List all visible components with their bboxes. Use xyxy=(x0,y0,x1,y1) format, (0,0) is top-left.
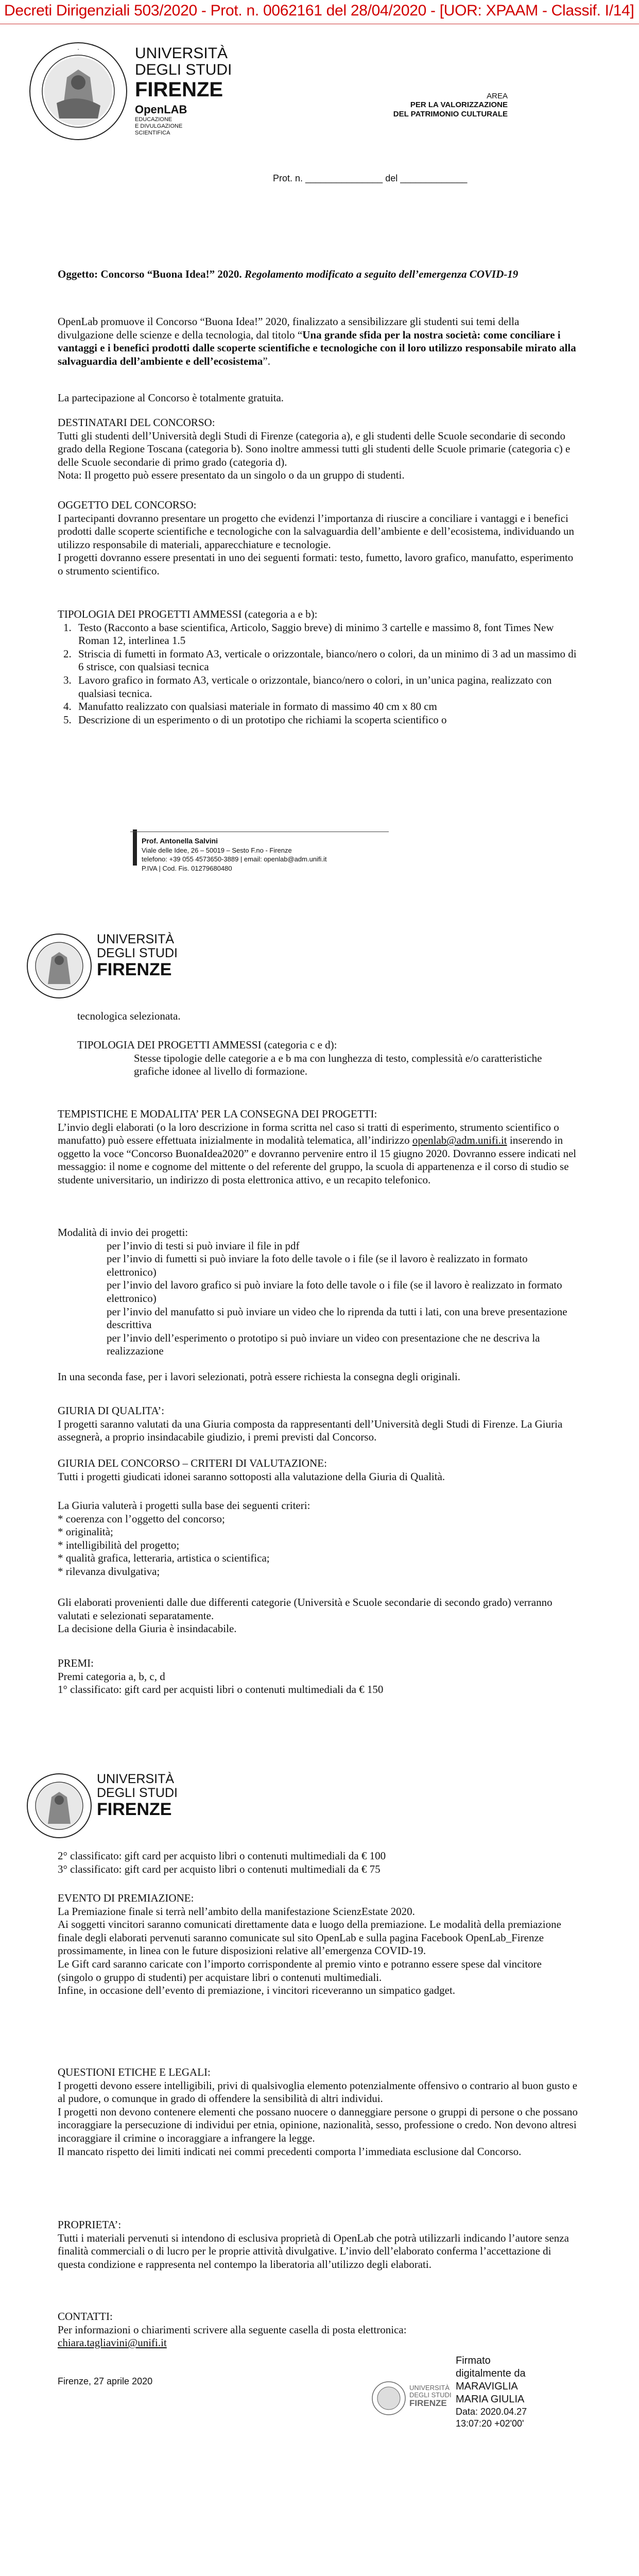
protocol-number-line: Prot. n. _______________ del _____________ xyxy=(273,173,468,183)
ethics-title: QUESTIONI ETICHE E LEGALI: xyxy=(58,2066,211,2078)
university-name-line-1: UNIVERSITÀ xyxy=(135,45,228,62)
openlab-sub-3: SCIENTIFICA xyxy=(135,130,170,137)
signature-university-line-3: FIRENZE xyxy=(409,2398,447,2409)
signature-date: Data: 2020.04.27 xyxy=(456,2406,527,2417)
list-item: * rilevanza divulgativa; xyxy=(58,1565,160,1578)
page-footer xyxy=(130,832,389,873)
list-item: 1. Testo (Racconto a base scientifica, Articolo, Saggio breve) di minimo 3 cartelle e massimo 8, font Times New Roman 12, interlinea 1.5 xyxy=(74,621,578,648)
prize-second: 2° classificato: gift card per acquisto libri o contenuti multimediali da € 100 xyxy=(58,1850,386,1862)
university-name-line-2: DEGLI STUDI xyxy=(97,946,178,960)
university-name-line-3: FIRENZE xyxy=(135,78,223,101)
jury-section xyxy=(58,1404,578,1444)
object-section xyxy=(58,499,578,578)
prizes-categories: Premi categoria a, b, c, d xyxy=(58,1670,165,1683)
footer-vat: P.IVA | Cod. Fis. 01279680480 xyxy=(142,864,232,872)
university-name xyxy=(97,1772,178,1819)
criteria-section xyxy=(58,1457,578,1483)
protocol-stamp xyxy=(0,0,639,24)
list-item: per l’invio del lavoro grafico si può inviare la foto delle tavole o i file (se il lavoro è realizzato in formato elettronico) xyxy=(107,1279,562,1305)
timing-text-a: L’invio degli elaborati (o la loro descrizione in forma scritta nel caso si tratti di esperimento, strumento scientifico o manufatto) può essere effettuata inizialmente in modalità telematica, all’indirizzo xyxy=(58,1121,559,1147)
list-item: * coerenza con l’oggetto del concorso; xyxy=(58,1512,225,1525)
criteria-title: GIURIA DEL CONCORSO – CRITERI DI VALUTAZIONE: xyxy=(58,1457,327,1469)
continued-text: tecnologica selezionata. xyxy=(77,1010,181,1022)
prize-third: 3° classificato: gift card per acquisto libri o contenuti multimediali da € 75 xyxy=(58,1862,381,1875)
subject-label: Oggetto xyxy=(58,268,95,280)
page-3 xyxy=(0,1772,639,2576)
types-ab-title: TIPOLOGIA DEI PROGETTI AMMESSI (categoria a e b): xyxy=(58,608,318,620)
ethics-text-3: Il mancato rispetto dei limiti indicati nei commi precedenti comporta l’immediata esclusione dal Concorso. xyxy=(58,2145,522,2158)
university-name-line-1: UNIVERSITÀ xyxy=(97,1772,175,1786)
decision-text: La decisione della Giuria è insindacabile. xyxy=(58,1622,237,1635)
award-event-title: EVENTO DI PREMIAZIONE: xyxy=(58,1892,194,1904)
subject-italic: Regolamento modificato a seguito dell’emergenza COVID-19 xyxy=(241,268,519,280)
university-seal-icon xyxy=(26,1772,93,1839)
prize-first: 1° classificato: gift card per acquisti libri o contenuti multimediali da € 150 xyxy=(58,1683,384,1696)
university-name-line-2: DEGLI STUDI xyxy=(135,61,232,79)
contacts-text: Per informazioni o chiarimenti scrivere alla seguente casella di posta elettronica: xyxy=(58,2323,407,2336)
recipients-note: Nota: Il progetto può essere presentato da un singolo o da un gruppo di studenti. xyxy=(58,469,405,482)
university-name xyxy=(97,933,178,979)
types-ab-list xyxy=(58,621,578,727)
university-seal-icon xyxy=(28,41,129,142)
send-modes-title: Modalità di invio dei progetti: xyxy=(58,1226,188,1239)
second-phase: In una seconda fase, per i lavori selezionati, potrà essere richiesta la consegna degli originali. xyxy=(58,1370,460,1383)
ownership-text: Tutti i materiali pervenuti si intendono di esclusiva proprietà di OpenLab che potrà utilizzarli indicando l’autore senza finalità commerciali o di lucro per le proprie attività divulgative. L’invio dell’elaborato conferma l’accettazione di questa condizione e rappresenta nel contempo la liberatoria all’utilizzo degli elaborati. xyxy=(58,2231,569,2270)
ownership-section xyxy=(58,2218,578,2271)
award-event-text-4: Infine, in occasione dell’evento di premiazione, i vincitori riceveranno un simpatico gadget. xyxy=(58,1984,456,1997)
page-2 xyxy=(0,917,639,1762)
list-item: 2. Striscia di fumetti in formato A3, verticale o orizzontale, bianco/nero o colori, da un minimo di 3 ad un massimo di 6 strisce, con qualsiasi tecnica xyxy=(74,648,578,674)
footer-name: Prof. Antonella Salvini xyxy=(142,837,218,845)
page-1 xyxy=(0,0,639,896)
subject xyxy=(58,268,578,281)
object-text-2: I progetti dovranno essere presentati in uno dei seguenti formati: testo, fumetto, lavoro grafico, manufatto, esperimento o strumento scientifico. xyxy=(58,551,574,578)
university-name-line-3: FIRENZE xyxy=(97,960,172,979)
footer-address: Viale delle Idee, 26 – 50019 – Sesto F.no - Firenze xyxy=(142,846,292,854)
ethics-section xyxy=(58,2066,578,2158)
object-title: OGGETTO DEL CONCORSO: xyxy=(58,499,197,511)
send-modes-section xyxy=(58,1226,578,1358)
signature-university-line-2: DEGLI STUDI xyxy=(409,2391,452,2399)
signature-time: 13:07:20 +02'00' xyxy=(456,2418,524,2429)
signature-seal-icon xyxy=(371,2380,407,2416)
svg-text:·: · xyxy=(77,45,80,53)
university-seal-icon xyxy=(26,933,93,999)
signature-line-2: digitalmente da xyxy=(456,2368,526,2379)
university-name xyxy=(135,45,232,101)
openlab-sub-1: EDUCAZIONE xyxy=(135,116,172,123)
intro xyxy=(58,315,578,368)
prizes-continued xyxy=(58,1850,578,1876)
list-item: per l’invio dell’esperimento o prototipo si può inviare un video con presentazione che ne descriva la realizzazione xyxy=(107,1331,540,1358)
signature-university-mark xyxy=(409,2384,452,2408)
timing-text-b: inserendo in oggetto la voce “Concorso BuonaIdea2020” e dovranno pervenire entro il 15 giugno 2020. Dovranno essere indicati nel messaggio: il nome e cognome del mittente o del referente del gruppo, la scuola di appartenenza e il corso di studio se studente universitario, un indirizzo di posta elettronica attivo, e un recapito telefonico. xyxy=(58,1134,577,1187)
types-cd-text: Stesse tipologie delle categorie a e b ma con lunghezza di testo, complessità e/o caratteristiche grafiche idonee al livello di formazione. xyxy=(134,1052,542,1078)
subject-text: : Concorso “Buona Idea!” 2020. xyxy=(94,268,242,280)
award-event-text: La Premiazione finale si terrà nell’ambito della manifestazione ScienzEstate 2020. xyxy=(58,1905,415,1918)
recipients-title: DESTINATARI DEL CONCORSO: xyxy=(58,416,215,429)
list-item: per l’invio di fumetti si può inviare la foto delle tavole o i file (se il lavoro è realizzato in formato elettronico) xyxy=(107,1252,528,1278)
area-line-2: DEL PATRIMONIO CULTURALE xyxy=(393,109,508,118)
list-item: per l’invio del manufatto si può inviare un video che lo riprenda da tutti i lati, con una breve presentazione descrittiva xyxy=(107,1305,567,1331)
list-item: * originalità; xyxy=(58,1526,113,1538)
openlab-sub-2: E DIVULGAZIONE xyxy=(135,123,183,130)
protocol-stamp-text: Decreti Dirigenziali 503/2020 - Prot. n. 0062161 del 28/04/2020 - [UOR: XPAAM - Classif. I/14] xyxy=(4,2,634,19)
criteria-intro: La Giuria valuterà i progetti sulla base dei seguenti criteri: xyxy=(58,1499,310,1512)
signature-line-4: MARIA GIULIA xyxy=(456,2394,525,2405)
signature-line-1: Firmato xyxy=(456,2355,491,2366)
elaborates-section xyxy=(58,1596,578,1636)
jury-title: GIURIA DI QUALITA’: xyxy=(58,1404,165,1417)
intro-bold: Una grande sfida per la nostra società: come conciliare i vantaggi e i benefici prodotti dalle scoperte scientifiche e tecnologiche con il loro utilizzo responsabile mirato alla salvaguardia dell’ambiente e dell’ecosistema xyxy=(58,328,576,367)
university-name-line-3: FIRENZE xyxy=(97,1800,172,1819)
openlab-name: OpenLAB xyxy=(135,103,187,116)
ethics-text: I progetti devono essere intelligibili, privi di qualsivoglia elemento potenzialmente offensivo o contrario al buon gusto e al pudore, o comunque in grado di offendere la sensibilità di altri individui. xyxy=(58,2079,578,2105)
contacts-section xyxy=(58,2310,578,2350)
prizes-title: PREMI: xyxy=(58,1657,94,1669)
award-event-section xyxy=(58,1892,578,1997)
criteria-text: Tutti i progetti giudicati idonei saranno sottoposti alla valutazione della Giuria di Qualità. xyxy=(58,1470,445,1483)
area-heading xyxy=(393,92,508,118)
list-item: * intelligibilità del progetto; xyxy=(58,1538,180,1551)
types-cd-title: TIPOLOGIA DEI PROGETTI AMMESSI (categoria c e d): xyxy=(77,1039,337,1051)
criteria-list-section xyxy=(58,1499,578,1579)
list-item: per l’invio di testi si può inviare il file in pdf xyxy=(107,1239,300,1252)
award-event-text-2: Ai soggetti vincitori saranno comunicati direttamente data e luogo della premiazione. Le modalità della premiazione finale degli elaborati pervenuti saranno comunicate sul sito OpenLab e sulla pagina Facebook OpenLab_Firenze prossimamente, in linea con le future disposizioni relative all’emergenza COVID-19. xyxy=(58,1918,561,1957)
place-date: Firenze, 27 aprile 2020 xyxy=(58,2376,153,2386)
object-text: I partecipanti dovranno presentare un progetto che evidenzi l’importanza di riuscire a conciliare i vantaggi e i benefici prodotti dalle scoperte scientifiche e tecnologiche con la salvaguardia dell’ambiente e dell’ecosistema, individuando un utilizzo responsabile di materiali, apparecchiature e tecnologie. xyxy=(58,512,574,551)
intro-a: OpenLab promuove il Concorso “Buona Idea!” 2020, finalizzato a sensibilizzare gli studenti sui temi della divulgazione delle scienze e della tecnologia, dal titolo “ xyxy=(58,315,520,341)
recipients-text: Tutti gli studenti dell’Università degli Studi di Firenze (categoria a), e gli studenti delle Scuole secondarie di secondo grado della Regione Toscana (categoria b). Sono inoltre ammessi tutti gli studenti delle Scuole primarie (categoria c) e delle Scuole secondarie di primo grado (categoria d). xyxy=(58,429,571,468)
timing-title: TEMPISTICHE E MODALITA’ PER LA CONSEGNA DEI PROGETTI: xyxy=(58,1108,377,1120)
signature-line-3: MARAVIGLIA xyxy=(456,2381,518,2392)
ethics-text-2: I progetti non devono contenere elementi che possano nuocere o danneggiare persone o gruppi di persone o che possano incoraggiare la persecuzione di individui per etnia, opinione, nazionalità, sesso, professione o credo. Non devono altresi incoraggiare il crimine o incoraggiare a infrangere la legge. xyxy=(58,2105,578,2145)
elaborates-text: Gli elaborati provenienti dalle due differenti categorie (Università e Scuole secondarie di secondo grado) verranno valutati e selezionati separatamente. xyxy=(58,1596,552,1622)
footer-contacts: telefono: +39 055 4573650-3889 | email: openlab@adm.unifi.it xyxy=(142,855,327,863)
list-item: 3. Lavoro grafico in formato A3, verticale o orizzontale, bianco/nero o colori, in un’unica pagina, realizzato con qualsiasi tecnica. xyxy=(74,674,578,700)
digital-signature xyxy=(456,2354,527,2429)
university-name-line-1: UNIVERSITÀ xyxy=(97,932,175,946)
signature-university-line-1: UNIVERSITÀ xyxy=(409,2384,450,2392)
free-participation: La partecipazione al Concorso è totalmente gratuita. xyxy=(58,392,284,404)
intro-c: ”. xyxy=(263,354,270,367)
timing-section xyxy=(58,1108,578,1187)
types-cd-section xyxy=(77,1039,566,1078)
recipients-section xyxy=(58,416,578,482)
openlab-logo xyxy=(135,103,187,137)
contact-email-link[interactable]: chiara.tagliavini@unifi.it xyxy=(58,2336,167,2349)
contacts-title: CONTATTI: xyxy=(58,2310,113,2323)
area-label: AREA xyxy=(487,92,508,100)
openlab-email-link[interactable]: openlab@adm.unifi.it xyxy=(412,1134,507,1147)
list-item: * qualità grafica, letteraria, artistica o scientifica; xyxy=(58,1552,270,1565)
ownership-title: PROPRIETA’: xyxy=(58,2218,122,2231)
area-line-1: PER LA VALORIZZAZIONE xyxy=(410,100,508,110)
university-name-line-2: DEGLI STUDI xyxy=(97,1786,178,1800)
list-item: 4. Manufatto realizzato con qualsiasi materiale in formato di massimo 40 cm x 80 cm xyxy=(74,700,578,714)
award-event-text-3: Le Gift card saranno caricate con l’importo corrispondente al premio vinto e potranno essere spese dal vincitore (singolo o gruppo di studenti) per acquistare libri o contenuti multimediali. xyxy=(58,1958,542,1984)
jury-text: I progetti saranno valutati da una Giuria composta da rappresentanti dell’Università degli Studi di Firenze. La Giuria assegnerà, a proprio insindacabile giudizio, i premi previsti dal Concorso. xyxy=(58,1417,563,1444)
list-item: 5. Descrizione di un esperimento o di un prototipo che richiami la scoperta scientifico o xyxy=(74,714,578,727)
types-ab-section xyxy=(58,608,578,726)
prizes-section xyxy=(58,1657,578,1697)
